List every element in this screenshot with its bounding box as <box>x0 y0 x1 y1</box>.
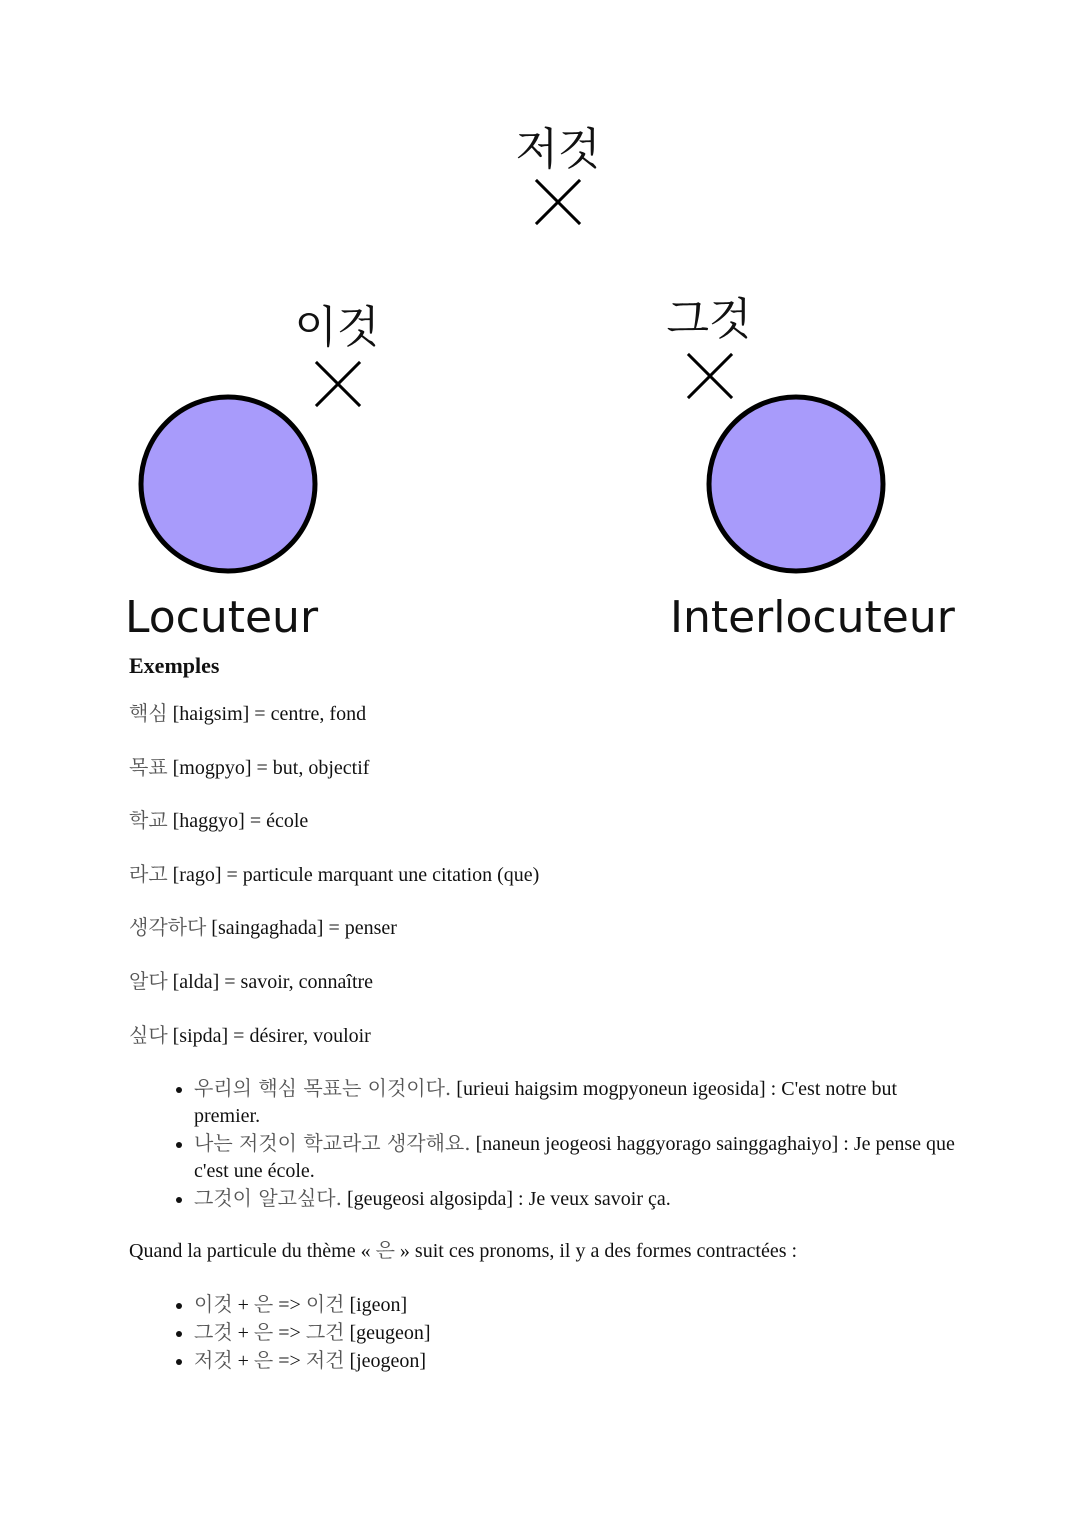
sentence-translation: [urieui haigsim mogpyoneun igeosida] : C'est notre but premier. <box>194 1078 898 1128</box>
vocab-item <box>129 968 959 995</box>
plus-sign: + <box>232 1350 254 1373</box>
contraction-list <box>129 1291 959 1375</box>
label-far: 저것 <box>515 124 601 175</box>
vocab-item <box>129 807 959 834</box>
note-particle: 은 <box>375 1238 395 1263</box>
arrow: => <box>273 1350 306 1373</box>
vocab-korean: 목표 <box>129 754 168 779</box>
contraction-item <box>194 1347 959 1375</box>
contraction-note <box>129 1237 959 1265</box>
vocab-korean: 학교 <box>129 808 168 833</box>
vocab-item <box>129 754 959 781</box>
sentence-translation: [geugeosi algosipda] : Je veux savoir ça. <box>341 1188 671 1211</box>
contracted-form: 저건 <box>305 1348 345 1373</box>
arrow: => <box>273 1322 306 1345</box>
example-sentence <box>194 1130 959 1185</box>
note-before: Quand la particule du thème « <box>129 1240 376 1263</box>
plus-sign: + <box>232 1294 254 1317</box>
vocab-korean: 생각하다 <box>129 915 207 940</box>
lesson-content <box>129 652 959 1375</box>
particle: 은 <box>253 1348 274 1373</box>
sentence-korean: 우리의 핵심 목표는 이것이다. <box>194 1076 452 1101</box>
vocab-item <box>129 700 959 727</box>
x-mark-icon <box>537 181 579 223</box>
vocab-item <box>129 1022 959 1049</box>
note-after: » suit ces pronoms, il y a des formes contractées : <box>394 1240 798 1263</box>
label-near-listener: 그것 <box>666 294 752 345</box>
x-mark-icon <box>317 363 359 405</box>
vocab-korean: 싶다 <box>129 1022 168 1047</box>
vocab-korean: 알다 <box>129 968 168 993</box>
vocab-gloss: [haggyo] = école <box>167 810 309 833</box>
particle: 은 <box>253 1320 274 1345</box>
vocab-gloss: [mogpyo] = but, objectif <box>167 756 370 779</box>
examples-heading: Exemples <box>129 653 220 678</box>
contracted-form: 그건 <box>305 1320 345 1345</box>
romanization: [jeogeon] <box>344 1350 427 1373</box>
sentence-translation: [naneun jeogeosi haggyorago sainggaghaiyo] : Je pense que c'est une école. <box>194 1133 955 1183</box>
vocab-korean: 핵심 <box>129 701 168 725</box>
sentence-korean: 나는 저것이 학교라고 생각해요. <box>194 1131 471 1156</box>
vocab-gloss: [haigsim] = centre, fond <box>167 703 367 725</box>
pronoun: 저것 <box>194 1348 233 1373</box>
vocabulary-list <box>129 700 959 1049</box>
vocab-gloss: [sipda] = désirer, vouloir <box>167 1024 371 1047</box>
contracted-form: 이건 <box>305 1292 345 1317</box>
example-sentence <box>194 1075 959 1130</box>
romanization: [igeon] <box>344 1294 408 1317</box>
arrow: => <box>273 1294 306 1317</box>
plus-sign: + <box>232 1322 254 1345</box>
speaker-label: Locuteur <box>125 592 319 643</box>
vocab-gloss: [rago] = particule marquant une citation (que) <box>167 863 540 886</box>
sentence-korean: 그것이 알고싶다. <box>194 1186 342 1211</box>
listener-label: Interlocuteur <box>670 592 955 643</box>
contraction-item <box>194 1319 959 1347</box>
vocab-gloss: [alda] = savoir, connaître <box>167 970 374 993</box>
vocab-item <box>129 861 959 888</box>
speaker-circle <box>141 397 315 571</box>
pronoun: 이것 <box>194 1292 233 1317</box>
vocab-item <box>129 914 959 941</box>
demonstrative-diagram <box>0 0 1080 660</box>
particle: 은 <box>253 1292 274 1317</box>
vocab-korean: 라고 <box>129 861 168 886</box>
vocab-gloss: [saingaghada] = penser <box>206 917 397 940</box>
contraction-item <box>194 1291 959 1319</box>
pronoun: 그것 <box>194 1320 233 1345</box>
label-near-speaker: 이것 <box>294 302 380 353</box>
romanization: [geugeon] <box>344 1322 431 1345</box>
example-sentences <box>129 1075 959 1213</box>
x-mark-icon <box>689 355 731 397</box>
listener-circle <box>709 397 883 571</box>
example-sentence <box>194 1185 959 1213</box>
